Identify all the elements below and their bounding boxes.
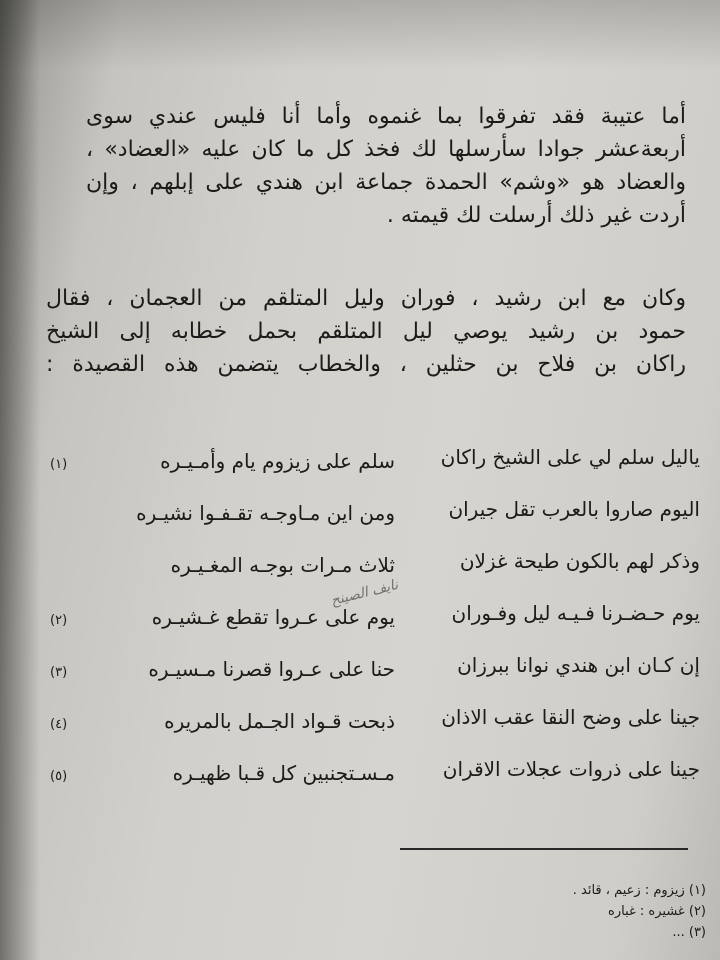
verse-first-hemistich: جينا على وضح النقا عقب الاذان xyxy=(441,705,700,729)
verse-first-hemistich: ياليل سلم لي على الشيخ راكان xyxy=(440,445,700,469)
footnote: (٢) غشيره : غباره xyxy=(608,904,706,919)
verse-first-hemistich: يوم حـضـرنا فـيـه ليل وفـوران xyxy=(451,601,700,625)
footnote-divider xyxy=(400,848,688,850)
footnote-marker: (٣) xyxy=(50,665,68,680)
verse-first-hemistich: إن كـان ابن هندي نوانا ببرزان xyxy=(457,653,700,677)
paragraph-1-line: أردت غير ذلك أرسلت لك قيمته . xyxy=(386,203,686,228)
verse-first-hemistich: جينا على ذروات عجلات الاقران xyxy=(442,757,700,781)
verse-second-hemistich: ومن اين مـاوجـه تقـفـوا نشيـره xyxy=(136,501,395,525)
verse-second-hemistich: ذبحت قـواد الجـمل بالمريره xyxy=(164,709,395,733)
verse-first-hemistich: اليوم صاروا بالعرب تقل جيران xyxy=(448,497,700,521)
poem-verse xyxy=(50,653,700,705)
footnote: (٣) ... xyxy=(672,925,706,940)
footnote-marker: (١) xyxy=(50,457,68,472)
page-shadow-top xyxy=(0,0,720,70)
footnotes xyxy=(573,880,706,943)
paragraph-2-line: راكان بن فلاح بن حثلين ، والخطاب يتضمن هذه القصيدة : xyxy=(46,352,686,377)
poem-verse xyxy=(50,705,700,757)
poem xyxy=(50,445,700,809)
poem-verse xyxy=(50,757,700,809)
footnote: (١) زيزوم : زعيم ، قائد . xyxy=(572,883,706,898)
paragraph-2-line: حمود بن رشيد يوصي ليل المتلقم بحمل خطابه إلى الشيخ xyxy=(46,319,686,344)
paragraph-1-line: والعضاد هو «وشم» الحمدة جماعة ابن هندي على إبلهم ، وإن xyxy=(86,170,686,195)
paragraph-1 xyxy=(86,100,686,232)
verse-second-hemistich: يوم على عـروا تقطع غـشيـره xyxy=(151,605,395,629)
paragraph-2 xyxy=(46,282,686,381)
poem-verse xyxy=(50,445,700,497)
poem-verse xyxy=(50,601,700,653)
footnote-marker: (٢) xyxy=(50,613,68,628)
paragraph-1-line: أربعةعشر جوادا سأرسلها لك فخذ كل ما كان عليه «العضاد» ، xyxy=(86,137,686,162)
paragraph-1-line: أما عتيبة فقد تفرقوا بما غنموه وأما أنا فليس عندي سوى xyxy=(86,104,686,129)
verse-second-hemistich: ثلاث مـرات بوجـه المغـيـره xyxy=(170,553,395,577)
verse-second-hemistich: مـسـتجنبين كل قـبا ظهيـره xyxy=(172,761,395,785)
footnote-marker: (٥) xyxy=(50,769,68,784)
paragraph-2-line: وكان مع ابن رشيد ، فوران وليل المتلقم من العجمان ، فقال xyxy=(46,286,686,311)
handwritten-stamp: نايف الصينح xyxy=(329,576,400,610)
poem-verse xyxy=(50,497,700,549)
verse-first-hemistich: وذكر لهم بالكون طيحة غزلان xyxy=(459,549,700,573)
verse-second-hemistich: سلم على زيزوم يام وأمـيـره xyxy=(160,449,395,473)
verse-second-hemistich: حنا على عـروا قصرنا مـسيـره xyxy=(148,657,395,681)
footnote-marker: (٤) xyxy=(50,717,68,732)
page-shadow-left xyxy=(0,0,40,960)
